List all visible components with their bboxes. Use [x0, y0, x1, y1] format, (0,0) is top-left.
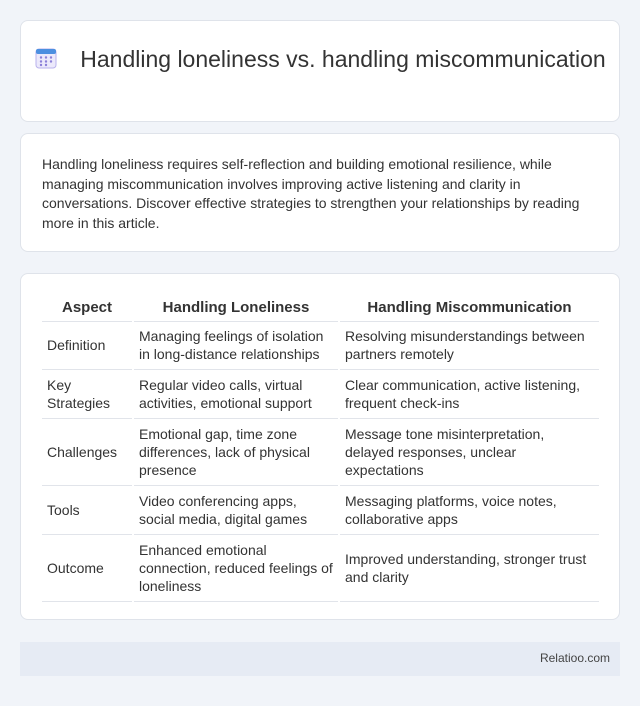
row-loneliness: Video conferencing apps, social media, digital games [133, 485, 339, 534]
row-aspect: Outcome [42, 534, 133, 601]
header-miscommunication: Handling Miscommunication [339, 293, 599, 321]
header-loneliness: Handling Loneliness [133, 293, 339, 321]
row-loneliness: Emotional gap, time zone differences, lack of physical presence [133, 418, 339, 485]
row-miscommunication: Improved understanding, stronger trust and clarity [339, 534, 599, 601]
table-header-row [42, 293, 599, 321]
table-row [42, 321, 599, 369]
title-card [20, 20, 620, 122]
row-loneliness: Enhanced emotional connection, reduced feelings of loneliness [133, 534, 339, 601]
row-miscommunication: Clear communication, active listening, frequent check-ins [339, 369, 599, 418]
title-wrap [21, 45, 619, 74]
footer [20, 642, 620, 676]
row-miscommunication: Messaging platforms, voice notes, collaborative apps [339, 485, 599, 534]
row-miscommunication: Message tone misinterpretation, delayed responses, unclear expectations [339, 418, 599, 485]
intro-paragraph: Handling loneliness requires self-reflection and building emotional resilience, while managing miscommunication involves improving active listening and clarity in conversations. Discover effective strategies to strengthen your relationships by reading more in this article. [42, 156, 580, 231]
intro-card [20, 133, 620, 252]
row-loneliness: Regular video calls, virtual activities, emotional support [133, 369, 339, 418]
calendar-icon [34, 46, 58, 70]
row-aspect: Key Strategies [42, 369, 133, 418]
table-row [42, 534, 599, 601]
row-aspect: Challenges [42, 418, 133, 485]
row-aspect: Definition [42, 321, 133, 369]
table-row [42, 418, 599, 485]
comparison-card [20, 273, 620, 620]
row-aspect: Tools [42, 485, 133, 534]
row-miscommunication: Resolving misunderstandings between partners remotely [339, 321, 599, 369]
footer-brand[interactable]: Relatioo.com [539, 651, 610, 665]
row-loneliness: Managing feelings of isolation in long-distance relationships [133, 321, 339, 369]
table-row [42, 369, 599, 418]
header-aspect: Aspect [61, 299, 113, 317]
table-row [42, 485, 599, 534]
comparison-table [42, 293, 599, 602]
page-title: Handling loneliness vs. handling miscommunication [80, 46, 606, 72]
